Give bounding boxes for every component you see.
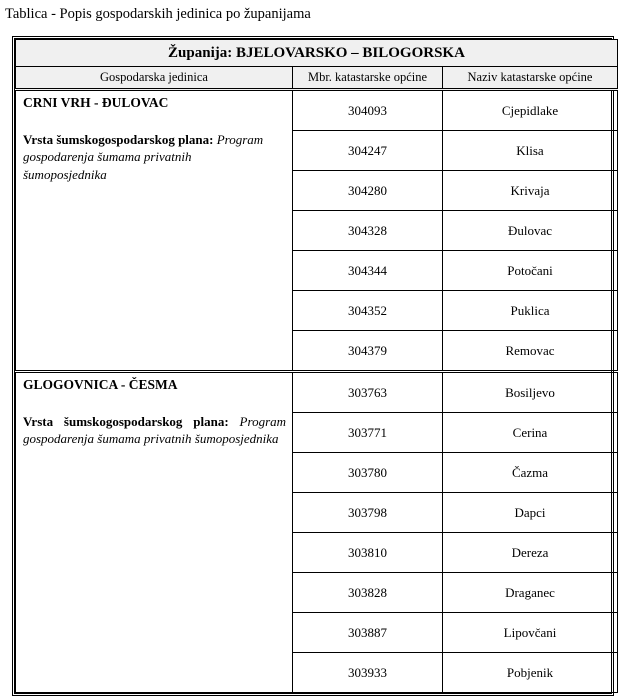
code-cell: 303933 bbox=[293, 653, 443, 693]
plan-text: Program gospodarenja šumama privatnih šumoposjednika bbox=[23, 413, 287, 447]
plan-label: Vrsta šumskogospodarskog plana: bbox=[23, 413, 229, 429]
code-cell: 303828 bbox=[293, 573, 443, 613]
name-cell: Dapci bbox=[443, 493, 618, 533]
col-header-code: Mbr. katastarske općine bbox=[293, 67, 443, 90]
name-cell: Đulovac bbox=[443, 211, 618, 251]
plan-paragraph bbox=[23, 413, 286, 448]
county-header-row bbox=[16, 40, 618, 67]
code-cell: 303887 bbox=[293, 613, 443, 653]
section-name: GLOGOVNICA - ČESMA bbox=[23, 377, 178, 393]
name-cell: Bosiljevo bbox=[443, 372, 618, 413]
county-table-wrapper bbox=[12, 36, 614, 696]
name-cell: Čazma bbox=[443, 453, 618, 493]
county-table bbox=[15, 39, 618, 693]
code-cell: 303763 bbox=[293, 372, 443, 413]
name-cell: Pobjenik bbox=[443, 653, 618, 693]
section-cell-glogovnica bbox=[16, 372, 293, 693]
table-row bbox=[16, 372, 618, 413]
code-cell: 303798 bbox=[293, 493, 443, 533]
page-title: Tablica - Popis gospodarskih jedinica po županijama bbox=[5, 6, 311, 22]
code-cell: 304247 bbox=[293, 131, 443, 171]
plan-text: Program gospodarenja šumama privatnih šumoposjednika bbox=[23, 131, 264, 182]
code-cell: 303780 bbox=[293, 453, 443, 493]
section-name: CRNI VRH - ĐULOVAC bbox=[23, 95, 169, 111]
code-cell: 304280 bbox=[293, 171, 443, 211]
column-header-row bbox=[16, 67, 618, 90]
code-cell: 303810 bbox=[293, 533, 443, 573]
col-header-name: Naziv katastarske općine bbox=[443, 67, 618, 90]
name-cell: Lipovčani bbox=[443, 613, 618, 653]
name-cell: Cerina bbox=[443, 413, 618, 453]
code-cell: 304379 bbox=[293, 331, 443, 372]
name-cell: Klisa bbox=[443, 131, 618, 171]
name-cell: Draganec bbox=[443, 573, 618, 613]
code-cell: 304328 bbox=[293, 211, 443, 251]
col-header-unit: Gospodarska jedinica bbox=[16, 67, 293, 90]
code-cell: 303771 bbox=[293, 413, 443, 453]
table-row bbox=[16, 90, 618, 131]
plan-paragraph bbox=[23, 131, 286, 184]
name-cell: Puklica bbox=[443, 291, 618, 331]
county-header: Županija: BJELOVARSKO – BILOGORSKA bbox=[16, 40, 618, 67]
code-cell: 304093 bbox=[293, 90, 443, 131]
plan-label: Vrsta šumskogospodarskog plana: bbox=[23, 131, 214, 147]
name-cell: Cjepidlake bbox=[443, 90, 618, 131]
name-cell: Krivaja bbox=[443, 171, 618, 211]
code-cell: 304352 bbox=[293, 291, 443, 331]
code-cell: 304344 bbox=[293, 251, 443, 291]
section-cell-crni-vrh bbox=[16, 90, 293, 372]
name-cell: Dereza bbox=[443, 533, 618, 573]
name-cell: Potočani bbox=[443, 251, 618, 291]
name-cell: Removac bbox=[443, 331, 618, 372]
